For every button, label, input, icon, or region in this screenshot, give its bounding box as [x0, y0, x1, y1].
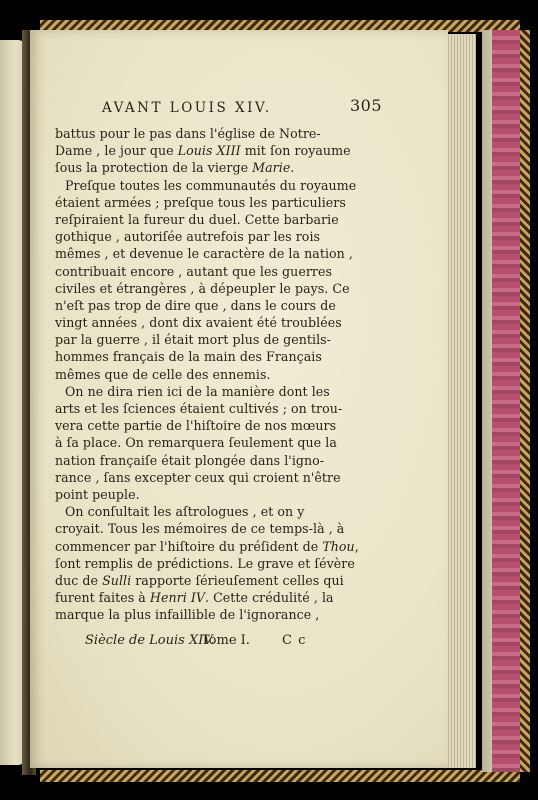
marbled-edge	[492, 30, 520, 772]
text-line: croyait. Tous les mémoires de ce temps-là , à	[55, 521, 345, 537]
text-line: ſous la protection de la vierge Marie.	[55, 160, 295, 176]
text-line: furent faites à Henri IV. Cette crédulité , la	[55, 590, 334, 606]
text-line: n'eſt pas trop de dire que , dans le cours de	[55, 297, 336, 313]
page-number: 305	[349, 96, 382, 115]
text-line: vera cette partie de l'hiſtoire de nos mœurs	[55, 418, 337, 434]
signature-mark: C c	[282, 633, 307, 648]
text-line: Preſque toutes les communautés du royaume	[65, 177, 357, 193]
text-line: hommes français de la main des Français	[55, 349, 322, 365]
body-text	[55, 125, 385, 623]
page-header	[62, 96, 382, 120]
text-line: civiles et étrangères , à dépeupler le pays. Ce	[55, 280, 350, 296]
text-line: ſont remplis de prédictions. Le grave et ſévère	[55, 555, 355, 571]
text-line: rance , ſans excepter ceux qui croient n'être	[55, 469, 341, 485]
running-head: AVANT LOUIS XIV.	[102, 100, 272, 116]
text-line: On conſultait les aſtrologues , et on y	[65, 504, 305, 520]
text-line: par la guerre , il était mort plus de gentils-	[55, 332, 331, 348]
text-line: étaient armées ; preſque tous les particuliers	[55, 194, 346, 210]
text-line: duc de Sulli rapporte ſérieuſement celles qui	[55, 572, 344, 588]
text-line: battus pour le pas dans l'église de Notre-	[55, 126, 321, 141]
text-line: nation françaiſe était plongée dans l'igno-	[55, 452, 325, 468]
cover-border-bottom	[40, 770, 520, 782]
text-line: marque la plus infaillible de l'ignorance ,	[55, 607, 320, 623]
signature-tome: Tome I.	[201, 633, 250, 648]
text-line: contribuait encore , autant que les guerres	[55, 263, 332, 279]
text-line: à ſa place. On remarquera ſeulement que la	[55, 435, 337, 451]
text-line: Dame , le jour que Louis XIII mit ſon royaume	[55, 143, 351, 159]
text-line: vingt années , dont dix avaient été troublées	[55, 315, 342, 331]
text-line: mêmes , et devenue le caractère de la nation ,	[55, 246, 353, 262]
text-line: point peuple.	[55, 486, 140, 502]
page-stack	[446, 34, 476, 768]
cover-gilt-border	[520, 30, 530, 772]
text-line: On ne dira rien ici de la manière dont les	[65, 383, 330, 399]
text-line: arts et les ſciences étaient cultivés ; on trou-	[55, 401, 343, 416]
signature-title: Siècle de Louis XIV.	[85, 633, 215, 648]
text-line: mêmes que de celle des ennemis.	[55, 366, 271, 382]
signature-line	[85, 633, 385, 653]
text-line: commencer par l'hiſtoire du préſident de Thou,	[55, 538, 359, 554]
text-line: reſpiraient la fureur du duel. Cette barbarie	[55, 211, 339, 227]
text-line: gothique , autoriſée autrefois par les rois	[55, 229, 321, 245]
